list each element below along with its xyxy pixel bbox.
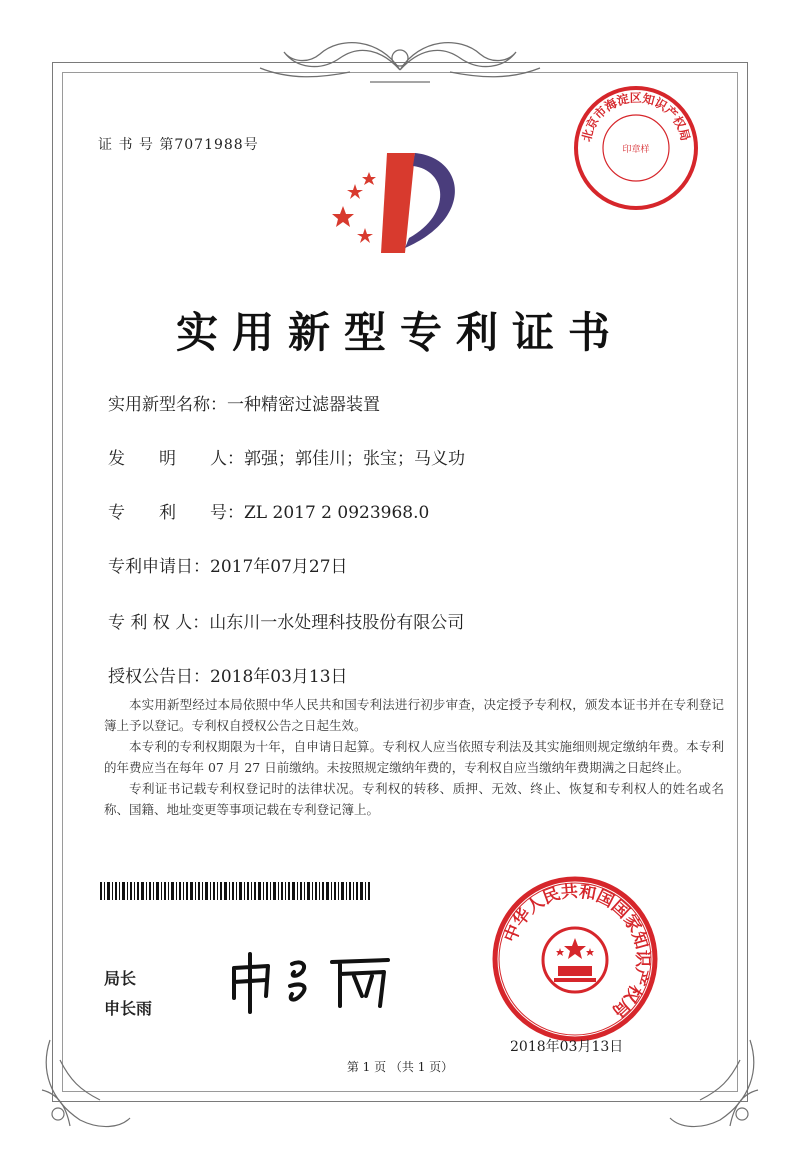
local-office-seal-inner: 印章样 <box>622 145 650 155</box>
local-office-seal-text: 北京市海淀区知识产权局 <box>579 90 693 143</box>
bottom-right-ornament-icon <box>660 1030 770 1140</box>
certificate-number-value: 第7071988号 <box>159 137 259 153</box>
body-paragraph: 本专利的专利权期限为十年，自申请日起算。专利权人应当依照专利法及其实施细则规定缴纳年费。本专利的年费应当在每年 07 月 27 日前缴纳。未按照规定缴纳年费的，专利权自应当缴纳年费期满之日起终止。 <box>104 739 724 775</box>
certificate-number <box>98 134 259 154</box>
official-name: 申长雨 <box>104 999 153 1018</box>
field-label: 发 明 人： <box>108 449 244 469</box>
field-label: 专利申请日： <box>108 557 210 577</box>
barcode-icon <box>100 882 370 900</box>
body-paragraph: 专利证书记载专利权登记时的法律状况。专利权的转移、质押、无效、终止、恢复和专利权人的姓名或名称、国籍、地址变更等事项记载在专利登记簿上。 <box>104 781 724 817</box>
top-ornament-icon <box>250 28 550 88</box>
field-label: 实用新型名称： <box>108 395 227 415</box>
certificate-title: 实用新型专利证书 <box>175 308 624 357</box>
field-patentee <box>108 608 464 633</box>
page-indicator: 第 1 页 （共 1 页） <box>346 1060 454 1074</box>
field-label: 专 利 权 人： <box>108 613 210 633</box>
bottom-left-ornament-icon <box>30 1030 140 1140</box>
signature-icon <box>220 946 410 1016</box>
field-value: ZL 2017 2 0923968.0 <box>244 503 430 523</box>
field-grant-date <box>108 662 348 687</box>
field-application-date <box>108 552 348 577</box>
issue-date: 2018年03月13日 <box>510 1039 624 1055</box>
field-patent-number <box>108 498 429 523</box>
body-paragraph: 本实用新型经过本局依照中华人民共和国专利法进行初步审查，决定授予专利权，颁发本证书并在专利登记簿上予以登记。专利权自授权公告之日起生效。 <box>104 697 724 733</box>
svg-text:北京市海淀区知识产权局 <box>579 90 692 143</box>
field-value: 2017年07月27日 <box>210 557 348 577</box>
field-value: 郭强；郭佳川；张宝；马义功 <box>244 449 465 469</box>
field-utility-model-name <box>108 390 380 415</box>
certificate-number-label: 证 书 号 <box>98 137 154 153</box>
national-seal-text: 中华人民共和国国家知识产权局 <box>500 881 653 1021</box>
patent-office-logo-icon <box>325 148 475 258</box>
field-label: 授权公告日： <box>108 667 210 687</box>
field-inventor <box>108 444 465 469</box>
field-label: 专 利 号： <box>108 503 244 523</box>
local-office-seal-icon <box>572 84 700 212</box>
national-seal-icon <box>490 874 660 1044</box>
certificate-body-text <box>104 694 724 820</box>
official-title: 局长 <box>104 969 137 988</box>
field-value: 山东川一水处理科技股份有限公司 <box>209 613 465 633</box>
field-value: 2018年03月13日 <box>210 667 348 687</box>
field-value: 一种精密过滤器装置 <box>227 395 380 415</box>
